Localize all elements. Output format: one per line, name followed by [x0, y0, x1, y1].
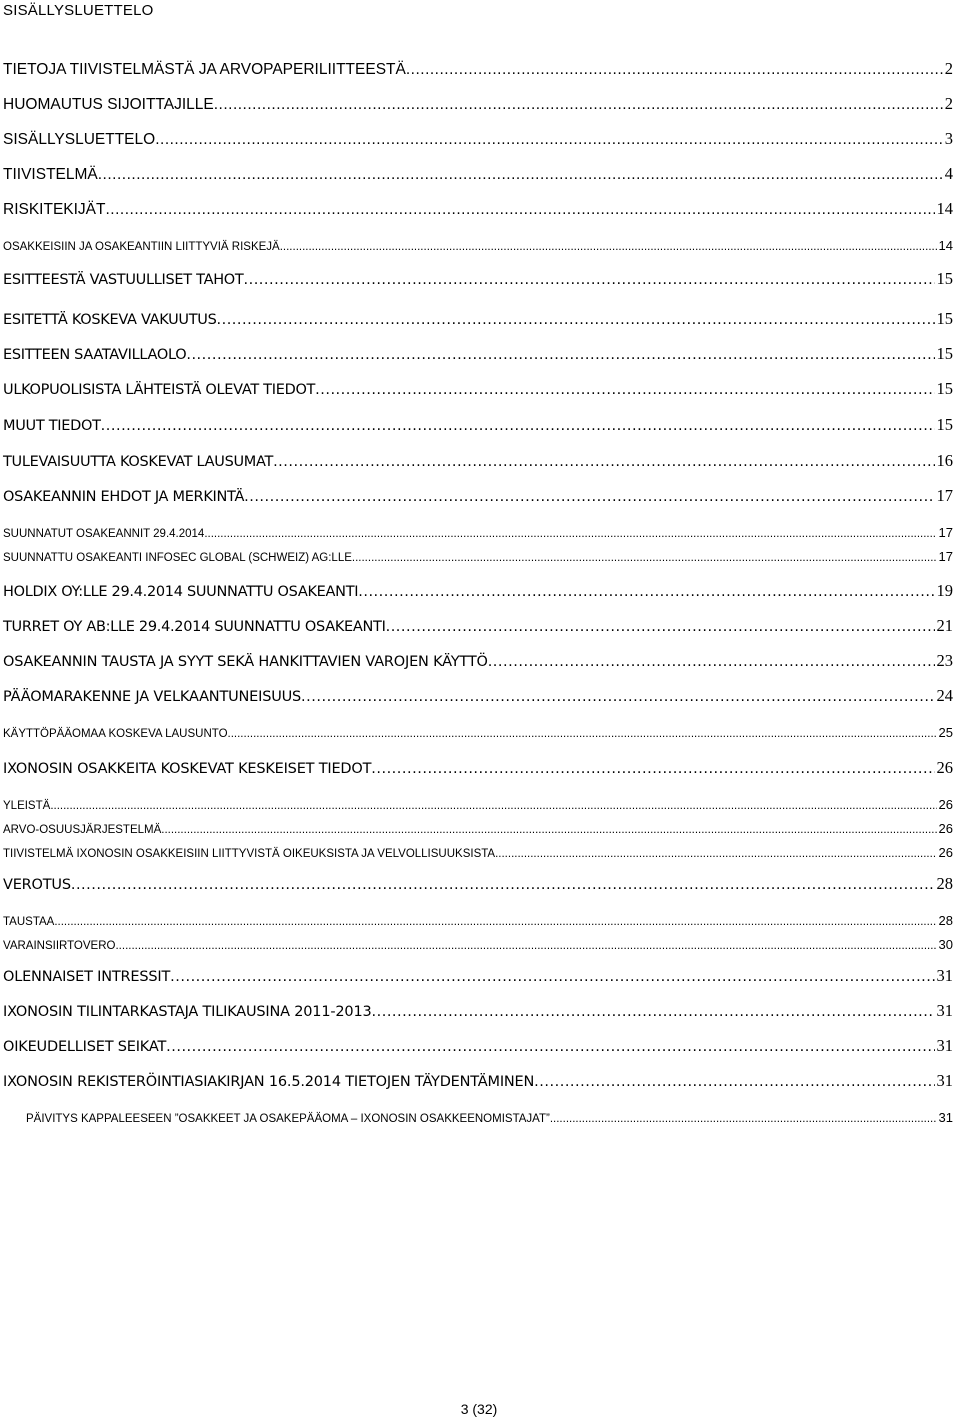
toc-entry-page: 31 — [936, 1071, 953, 1090]
toc-entry-page: 2 — [944, 59, 953, 78]
toc-entry-title: VARAINSIIRTOVERO — [3, 940, 116, 952]
toc-entry-title: TURRET OY AB:LLE 29.4.2014 SUUNNATTU OSAKEANTI — [3, 619, 386, 635]
toc-entry[interactable] — [3, 451, 953, 471]
toc-entry-title: PÄÄOMARAKENNE JA VELKAANTUNEISUUS — [3, 689, 302, 705]
toc-entry-page: 31 — [936, 1001, 953, 1020]
toc-entry-title: MUUT TIEDOT — [3, 418, 101, 434]
toc-leader — [280, 241, 937, 253]
toc-entry-title: IXONOSIN OSAKKEITA KOSKEVAT KESKEISET TIEDOT — [3, 761, 372, 777]
toc-entry-page: 31 — [936, 966, 953, 985]
toc-entry[interactable] — [3, 1001, 953, 1021]
toc-leader — [488, 654, 935, 670]
toc-subentry[interactable] — [3, 821, 953, 836]
toc-subentry[interactable] — [3, 845, 953, 860]
toc-subentry[interactable] — [3, 937, 953, 952]
toc-entry-title: HUOMAUTUS SIJOITTAJILLE — [3, 96, 214, 113]
toc-leader — [243, 272, 934, 288]
toc-entry-title: PÄIVITYS KAPPALEESEEN ”OSAKKEET JA OSAKEPÄÄOMA – IXONOSIN OSAKKEENOMISTAJAT” — [26, 1113, 550, 1125]
toc-leader — [101, 418, 935, 434]
toc-entry-title: TIIVISTELMÄ IXONOSIN OSAKKEISIIN LIITTYVISTÄ OIKEUKSISTA JA VELVOLLISUUKSISTA — [3, 848, 496, 860]
toc-entry-title: YLEISTÄ — [3, 800, 51, 812]
toc-entry-title: OSAKEANNIN TAUSTA JA SYYT SEKÄ HANKITTAVIEN VAROJEN KÄYTTÖ — [3, 654, 488, 670]
toc-leader — [186, 347, 934, 363]
toc-leader — [352, 552, 937, 564]
toc-entry-page: 26 — [938, 845, 953, 860]
toc-leader — [50, 800, 936, 812]
toc-entry[interactable] — [3, 486, 953, 506]
toc-subentry[interactable] — [3, 913, 953, 928]
toc-leader — [161, 824, 936, 836]
page-heading: SISÄLLYSLUETTELO — [3, 2, 154, 19]
toc-entry-title: SUUNNATUT OSAKEANNIT 29.4.2014 — [3, 528, 205, 540]
toc-entry-title: TIIVISTELMÄ — [3, 166, 98, 183]
toc-entry[interactable] — [3, 344, 953, 364]
toc-leader — [170, 969, 934, 985]
toc-entry-title: RISKITEKIJÄT — [3, 201, 106, 218]
toc-entry-page: 15 — [936, 269, 953, 288]
toc-entry-title: VEROTUS — [3, 877, 71, 893]
toc-entry-page: 19 — [936, 581, 953, 600]
toc-entry-page: 24 — [936, 686, 953, 705]
toc-leader — [301, 689, 934, 705]
toc-subentry[interactable] — [3, 525, 953, 540]
toc-leader — [98, 166, 943, 184]
toc-entry[interactable] — [3, 1036, 953, 1056]
toc-entry[interactable] — [3, 164, 953, 184]
toc-entry-title: SISÄLLYSLUETTELO — [3, 131, 156, 148]
toc-entry[interactable] — [3, 199, 953, 219]
toc-leader — [550, 1113, 937, 1125]
toc-entry-page: 16 — [936, 451, 953, 470]
toc-entry-page: 23 — [936, 651, 953, 670]
toc-entry[interactable] — [3, 581, 953, 601]
page-number: 3 (32) — [460, 1401, 498, 1417]
toc-entry-page: 21 — [936, 616, 953, 635]
toc-leader — [155, 131, 943, 149]
toc-leader — [228, 728, 937, 740]
toc-entry-page: 4 — [944, 164, 953, 183]
toc-entry-page: 31 — [936, 1036, 953, 1055]
toc-entry-title: ESITTEESTÄ VASTUULLISET TAHOT — [3, 272, 244, 288]
toc-leader — [386, 619, 935, 635]
toc-entry-page: 28 — [936, 874, 953, 893]
toc-entry-title: SUUNNATTU OSAKEANTI INFOSEC GLOBAL (SCHWEIZ) AG:LLE — [3, 552, 352, 564]
toc-entry[interactable] — [3, 129, 953, 149]
toc-entry[interactable] — [3, 379, 953, 399]
toc-entry[interactable] — [3, 686, 953, 706]
toc-entry[interactable] — [3, 651, 953, 671]
toc-leader — [273, 454, 934, 470]
toc-leader — [166, 1039, 934, 1055]
toc-entry-page: 17 — [936, 486, 953, 505]
toc-entry-title: OIKEUDELLISET SEIKAT — [3, 1039, 167, 1055]
toc-entry[interactable] — [3, 59, 953, 79]
toc-entry-page: 3 — [944, 129, 953, 148]
toc-entry-title: ESITETTÄ KOSKEVA VAKUUTUS — [3, 312, 217, 328]
toc-entry[interactable] — [3, 616, 953, 636]
toc-leader — [71, 877, 935, 893]
toc-entry-page: 30 — [938, 937, 953, 952]
toc-entry-title: TIETOJA TIIVISTELMÄSTÄ JA ARVOPAPERILIITTEESTÄ — [3, 61, 406, 78]
toc-entry-title: OSAKKEISIIN JA OSAKEANTIIN LIITTYVIÄ RISKEJÄ — [3, 241, 280, 253]
toc-leader — [216, 312, 934, 328]
toc-entry-page: 14 — [936, 199, 953, 218]
toc-entry-page: 17 — [938, 525, 953, 540]
toc-entry[interactable] — [3, 758, 953, 778]
toc-entry-title: ARVO-OSUUSJÄRJESTELMÄ — [3, 824, 162, 836]
toc-leader — [214, 96, 943, 114]
toc-entry-page: 17 — [938, 549, 953, 564]
toc-entry-title: IXONOSIN TILINTARKASTAJA TILIKAUSINA 2011-2013 — [3, 1004, 372, 1020]
toc-leader — [54, 916, 936, 928]
toc-entry-title: TAUSTAA — [3, 916, 55, 928]
toc-leader — [315, 382, 934, 398]
toc-leader — [406, 61, 943, 79]
toc-entry-page: 2 — [944, 94, 953, 113]
toc-entry[interactable] — [3, 1071, 953, 1091]
toc-entry[interactable] — [3, 966, 953, 986]
toc-subentry[interactable] — [26, 1110, 953, 1125]
toc-entry-page: 15 — [936, 344, 953, 363]
toc-entry-page: 28 — [938, 913, 953, 928]
toc-entry-title: IXONOSIN REKISTERÖINTIASIAKIRJAN 16.5.2014 TIETOJEN TÄYDENTÄMINEN — [3, 1074, 535, 1090]
toc-entry[interactable] — [3, 415, 953, 435]
toc-entry-title: KÄYTTÖPÄÄOMAA KOSKEVA LAUSUNTO — [3, 728, 228, 740]
toc-entry-page: 25 — [938, 725, 953, 740]
toc-entry-page: 15 — [936, 309, 953, 328]
toc-entry-title: OLENNAISET INTRESSIT — [3, 969, 171, 985]
toc-leader — [495, 848, 936, 860]
toc-entry[interactable] — [3, 309, 953, 329]
toc-entry[interactable] — [3, 269, 953, 289]
toc-entry[interactable] — [3, 874, 953, 894]
toc-entry-title: TULEVAISUUTTA KOSKEVAT LAUSUMAT — [3, 454, 274, 470]
page-number-footer — [0, 1401, 960, 1417]
toc-entry-title: ESITTEEN SAATAVILLAOLO — [3, 347, 187, 363]
toc-entry-page: 31 — [938, 1110, 953, 1125]
toc-entry[interactable] — [3, 94, 953, 114]
toc-leader — [534, 1074, 934, 1090]
toc-leader — [115, 940, 936, 952]
toc-leader — [106, 201, 935, 219]
toc-entry-page: 15 — [936, 415, 953, 434]
toc-subentry[interactable] — [3, 797, 953, 812]
toc-entry-page: 14 — [938, 238, 953, 253]
toc-leader — [358, 584, 934, 600]
toc-entry-page: 26 — [936, 758, 953, 777]
toc-entry-page: 15 — [936, 379, 953, 398]
toc-entry-page: 26 — [938, 821, 953, 836]
toc-leader — [371, 761, 934, 777]
toc-leader — [244, 489, 934, 505]
toc-leader — [372, 1004, 935, 1020]
toc-subentry[interactable] — [3, 725, 953, 740]
toc-subentry[interactable] — [3, 549, 953, 564]
toc-entry-title: OSAKEANNIN EHDOT JA MERKINTÄ — [3, 489, 245, 505]
toc-entry-title: HOLDIX OY:LLE 29.4.2014 SUUNNATTU OSAKEANTI — [3, 584, 359, 600]
toc-subentry[interactable] — [3, 238, 953, 253]
toc-entry-title: ULKOPUOLISISTA LÄHTEISTÄ OLEVAT TIEDOT — [3, 382, 316, 398]
toc-entry-page: 26 — [938, 797, 953, 812]
toc-leader — [204, 528, 936, 540]
